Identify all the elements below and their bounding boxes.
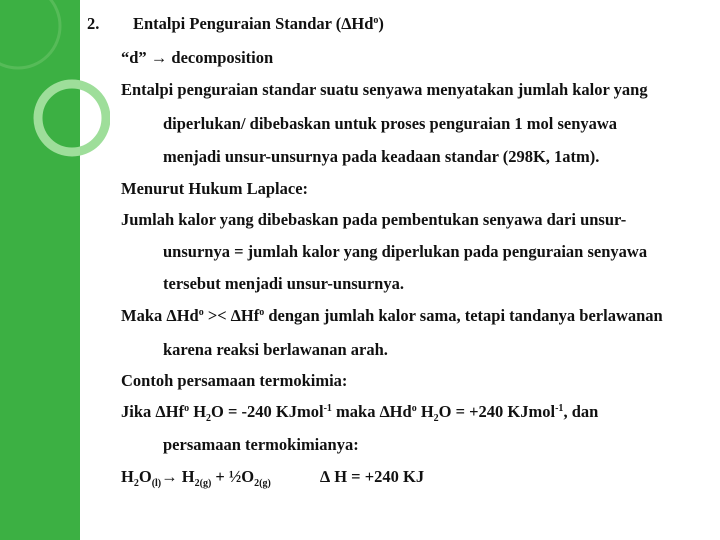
definition-line-1: Entalpi penguraian standar suatu senyawa menyatakan jumlah kalor yang bbox=[121, 80, 648, 99]
laplace-line-3: tersebut menjadi unsur-unsurnya. bbox=[163, 274, 404, 293]
decomposition-note: “d” → decomposition bbox=[121, 48, 274, 67]
laplace-line-2: unsurnya = jumlah kalor yang diperlukan pada penguraian senyawa bbox=[163, 242, 648, 261]
maka-line: Maka $\Delta Hd^o >< \Delta Hf^o$ dengan jumlah kalor sama, tetapi tandanya berlawanan bbox=[121, 306, 663, 325]
maka-line-2: karena reaksi berlawanan arah. bbox=[163, 340, 388, 359]
contoh-title: Contoh persamaan termokimia: bbox=[121, 371, 348, 390]
definition-line-2: diperlukan/ dibebaskan untuk proses penguraian 1 mol senyawa bbox=[163, 114, 618, 133]
slide-heading: Entalpi Penguraian Standar (∆Hd$^o$) bbox=[133, 14, 384, 33]
definition-line-3: menjadi unsur-unsurnya pada keadaan standar (298K, 1atm). bbox=[163, 147, 600, 166]
slide-number: 2. bbox=[87, 14, 100, 33]
example-line: Jika ΔHf$^o$ $H_2O = -240$ KJmol$^{-1}$ maka ∆Hd$^o$ $H_2O = +240$ KJmol$^{-1}$, dan bbox=[121, 402, 599, 424]
example-line-2: persamaan termokimianya: bbox=[163, 435, 359, 454]
enthalpy-value: ∆ H = +240 KJ bbox=[320, 467, 425, 486]
laplace-line-1: Jumlah kalor yang dibebaskan pada pembentukan senyawa dari unsur- bbox=[121, 210, 627, 229]
laplace-title: Menurut Hukum Laplace: bbox=[121, 179, 309, 198]
thermochemical-equation: $H_2O_{(l)}\to H_{2(g)}$ + $\frac{1}{2}O_{2(g)}$ bbox=[121, 467, 271, 489]
